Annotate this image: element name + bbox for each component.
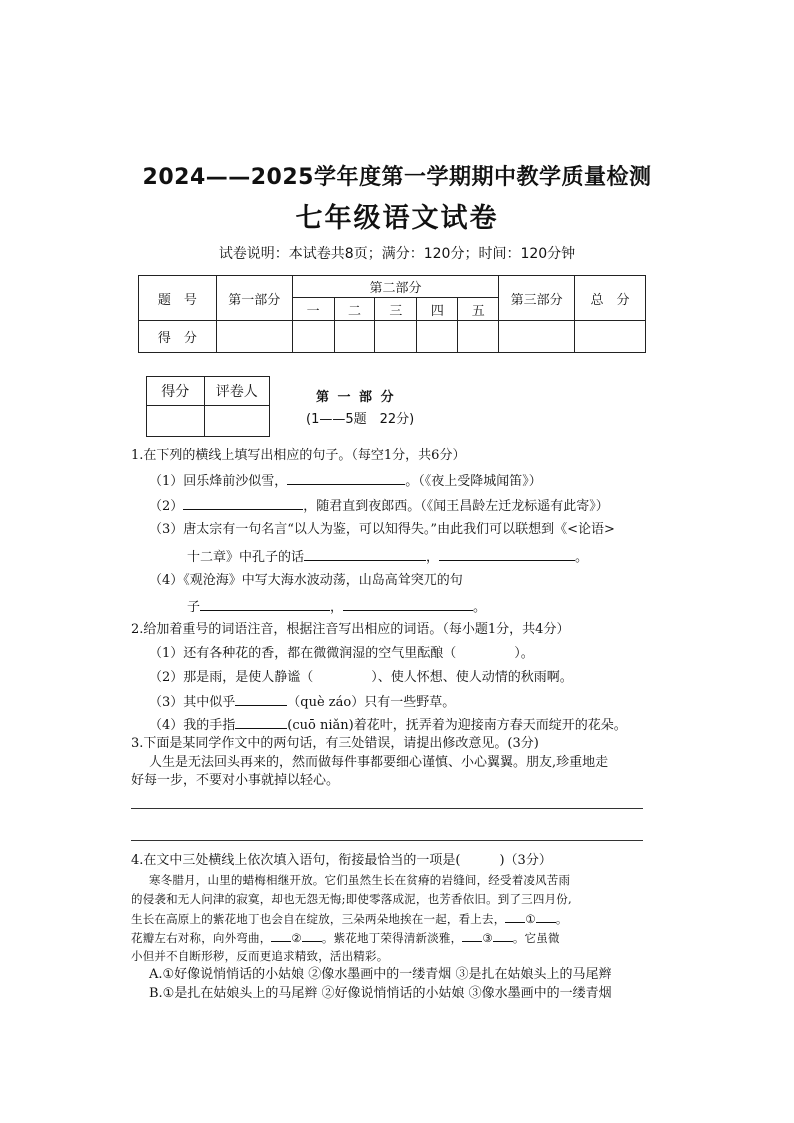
col-part2: 第二部分 <box>292 276 499 298</box>
q1-item2-number: （2） <box>149 499 184 514</box>
score-cell[interactable] <box>375 321 417 353</box>
row-label-score: 得 分 <box>139 321 217 353</box>
q4-text: 。它虽微 <box>512 931 560 945</box>
score-cell[interactable] <box>292 321 334 353</box>
col-part2-sub: 二 <box>334 298 375 321</box>
q2-item4-text: （4）我的手指 <box>149 718 236 733</box>
q3-passage-line1: 人生是无法回头再来的，然而做每件事都要细心谨慎、小心翼翼。朋友,珍重地走 <box>149 755 609 770</box>
q1-item3-text: 十二章》中孔子的话 <box>187 550 305 565</box>
answer-blank[interactable] <box>493 928 513 942</box>
q2-item3-text: （3）其中似乎 <box>149 695 236 710</box>
col-part2-sub: 五 <box>458 298 499 321</box>
col-part2-sub: 三 <box>375 298 417 321</box>
grader-box <box>146 376 270 437</box>
grader-score-label: 得分 <box>147 377 205 406</box>
q2-item2-end: ）、使人怀想、使人动情的秋雨啊。 <box>371 670 573 685</box>
q2-item2 <box>149 669 573 687</box>
q2-item3-end: （què záo）只有一些野草。 <box>287 695 456 710</box>
answer-blank[interactable] <box>287 471 405 485</box>
answer-blank[interactable] <box>271 928 291 942</box>
score-cell[interactable] <box>499 321 575 353</box>
q1-item4-cont <box>187 597 486 617</box>
q2-item1-text: （1）还有各种花的香，都在微微润湿的空气里酝酿（ <box>149 646 457 661</box>
q2-item1 <box>149 645 534 663</box>
col-total: 总 分 <box>575 276 646 321</box>
part-one-title: 第 一 部 分 <box>316 390 396 405</box>
exam-instructions: 试卷说明：本试卷共8页；满分：120分；时间：120分钟 <box>218 246 576 262</box>
q2-item4 <box>149 715 627 735</box>
period: 。 <box>473 600 487 615</box>
comma: ， <box>330 600 344 615</box>
q2-item2-text: （2）那是雨，是使人静谧（ <box>149 670 314 685</box>
answer-blank[interactable] <box>200 597 330 611</box>
q2-stem: 2.给加着重号的词语注音，根据注音写出相应的词语。（每小题1分，共4分） <box>131 622 570 637</box>
comma: ， <box>426 550 440 565</box>
q4-passage-line3 <box>131 909 568 928</box>
q1-item4-text: 子 <box>187 600 201 615</box>
q4-text: 生长在高原上的紫花地丁也会自在绽放，三朵两朵地挨在一起，看上去， <box>131 912 506 926</box>
q4-option-b[interactable]: B.①是扎在姑娘头上的马尾辫 ②好像说悄悄话的小姑娘 ③像水墨画中的一缕青烟 <box>149 986 612 1001</box>
answer-blank[interactable] <box>183 496 303 510</box>
blank-marker: ② <box>291 931 302 945</box>
q4-passage-line5: 小但并不自断形秽，反而更追求精致，活出精彩。 <box>131 949 389 963</box>
q1-item3: （3）唐太宗有一句名言“以人为鉴，可以知得失。”由此我们可以联想到《<论语> <box>149 522 615 537</box>
q4-option-a[interactable]: A.①好像说悄悄话的小姑娘 ②像水墨画中的一缕青烟 ③是扎在姑娘头上的马尾辫 <box>149 967 612 982</box>
answer-line[interactable] <box>131 840 643 841</box>
q4-text: 花瓣左右对称，向外弯曲， <box>131 931 272 945</box>
q1-item2-text: ，随君直到夜郎西。（《闻王昌龄左迁龙标遥有此寄》） <box>303 499 609 514</box>
q4-passage-line4 <box>131 928 560 947</box>
col-part2-sub: 四 <box>417 298 458 321</box>
answer-line[interactable] <box>131 808 643 809</box>
score-cell[interactable] <box>334 321 375 353</box>
q2-item3 <box>149 692 455 712</box>
q4-stem: 4.在文中三处横线上依次填入语句，衔接最恰当的一项是( )（3分） <box>131 853 552 868</box>
q1-item3-cont <box>187 547 588 567</box>
score-cell[interactable] <box>458 321 499 353</box>
answer-blank[interactable] <box>343 597 473 611</box>
score-cell[interactable] <box>216 321 292 353</box>
blank-marker: ③ <box>482 931 493 945</box>
answer-blank[interactable] <box>235 715 287 729</box>
q4-text: 。紫花地丁荣得清新淡雅， <box>321 931 463 945</box>
answer-blank[interactable] <box>462 928 482 942</box>
q1-item1-text: （1）回乐烽前沙似雪， <box>149 474 288 489</box>
answer-blank[interactable] <box>536 909 556 923</box>
score-cell[interactable] <box>417 321 458 353</box>
q4-passage-line2: 的侵袭和无人问津的寂寞，却也无怨无悔;即使零落成泥，也芳香依旧。到了三四月份, <box>131 892 572 906</box>
q1-item4: （4）《观沧海》中写大海水波动荡，山岛高耸突兀的句 <box>149 573 463 588</box>
answer-blank[interactable] <box>505 909 525 923</box>
q3-stem: 3.下面是某同学作文中的两句话，有三处错误，请提出修改意见。(3分) <box>131 736 539 751</box>
score-table <box>138 275 646 353</box>
score-cell[interactable] <box>575 321 646 353</box>
answer-blank[interactable] <box>235 692 287 706</box>
q2-item4-end: (cuō niǎn)着花叶，抚弄着为迎接南方春天而绽开的花朵。 <box>287 718 627 733</box>
col-part2-sub: 一 <box>292 298 334 321</box>
q1-item2 <box>149 496 609 516</box>
exam-subtitle: 七年级语文试卷 <box>295 203 499 234</box>
q1-item1 <box>149 471 542 491</box>
answer-blank[interactable] <box>304 547 426 561</box>
answer-blank[interactable] <box>302 928 322 942</box>
q3-passage-line2: 好每一步，不要对小事就掉以轻心。 <box>131 773 340 788</box>
q4-passage-line1: 寒冬腊月，山里的蜡梅相继开放。它们虽然生长在贫瘠的岩缝间，经受着凌风苦雨 <box>149 873 571 887</box>
blank-marker: ① <box>525 912 536 926</box>
col-part3: 第三部分 <box>499 276 575 321</box>
grader-name-label: 评卷人 <box>204 377 269 406</box>
grader-name-cell[interactable] <box>204 406 269 437</box>
q1-stem: 1.在下列的横线上填写出相应的句子。（每空1分，共6分） <box>131 448 466 463</box>
answer-blank[interactable] <box>439 547 575 561</box>
grader-score-cell[interactable] <box>147 406 205 437</box>
period: 。 <box>575 550 589 565</box>
q2-item1-end: ）。 <box>514 646 534 661</box>
col-part1: 第一部分 <box>216 276 292 321</box>
q1-item1-source: 。（《夜上受降城闻笛》） <box>405 474 542 489</box>
row-label-topic: 题 号 <box>139 276 217 321</box>
exam-title: 2024——2025学年度第一学期期中教学质量检测 <box>142 165 652 190</box>
part-one-range: (1——5题 22分) <box>306 412 415 427</box>
q4-text: 。 <box>555 912 568 926</box>
